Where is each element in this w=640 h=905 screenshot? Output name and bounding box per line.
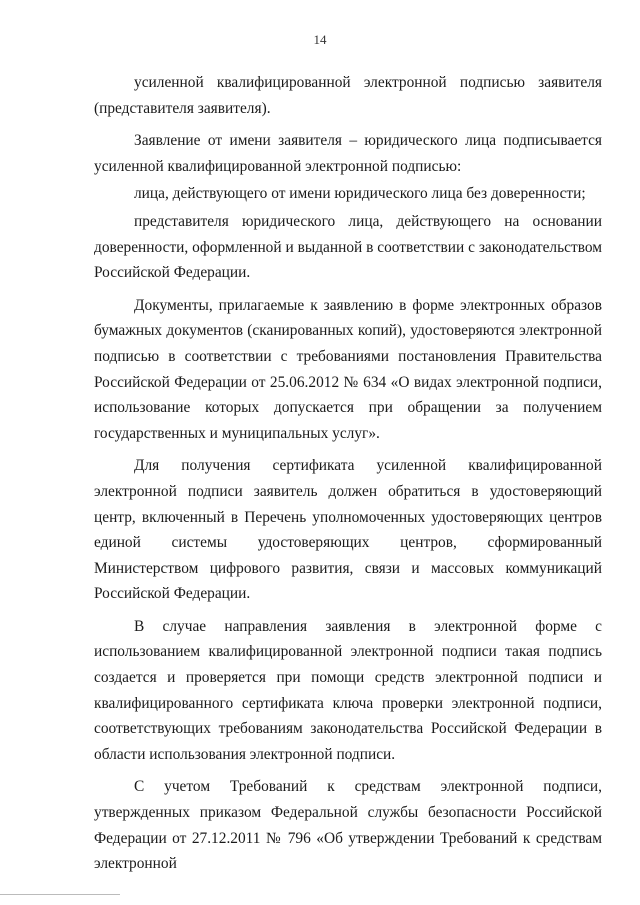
paragraph-electronic-form-submission: В случае направления заявления в электронной форме с использованием квалифицированной электронной подписи такая подпись создается и проверяется при помощи средств электронной подписи и квалифицированного сертификата ключа проверки электронной подписи, соответствующих требованиям законодательства Российской Федерации в области использования электронной подписи.: [94, 617, 602, 763]
paragraph-person-without-power-of-attorney: лица, действующего от имени юридического лица без доверенности;: [134, 185, 586, 203]
document-body: [94, 70, 602, 884]
paragraph-signature-applicant: усиленной квалифицированной электронной подписью заявителя (представителя заявителя).: [94, 74, 602, 117]
paragraph-certificate-obtaining: Для получения сертификата усиленной квалифицированной электронной подписи заявитель должен обратиться в удостоверяющий центр, включенный в Перечень уполномоченных удостоверяющих центров единой системы удостоверяющих центров, сформированный Министерством цифрового развития, связи и массовых коммуникаций Российской Федерации.: [94, 457, 602, 603]
paragraph-attached-documents: Документы, прилагаемые к заявлению в форме электронных образов бумажных документов (сканированных копий), удостоверяются электронной подписью в соответствии с требованиями постановления Правительства Российской Федерации от 25.06.2012 № 634 «О видах электронной подписи, использование которых допускается при обращении за получением государственных и муниципальных услуг».: [94, 296, 602, 442]
page-number: 14: [313, 32, 327, 47]
paragraph-representative-with-power-of-attorney: представителя юридического лица, действующего на основании доверенности, оформленной и выданной в соответствии с законодательством Российской Федерации.: [94, 212, 602, 282]
paragraph-fsb-requirements: С учетом Требований к средствам электронной подписи, утвержденных приказом Федеральной службы безопасности Российской Федерации от 27.12.2011 № 796 «Об утверждении Требований к средствам электронной: [94, 778, 602, 873]
paragraph-legal-entity-signature: Заявление от имени заявителя – юридического лица подписывается усиленной квалифицированной электронной подписью:: [94, 132, 602, 175]
scan-edge-line: [0, 894, 120, 895]
